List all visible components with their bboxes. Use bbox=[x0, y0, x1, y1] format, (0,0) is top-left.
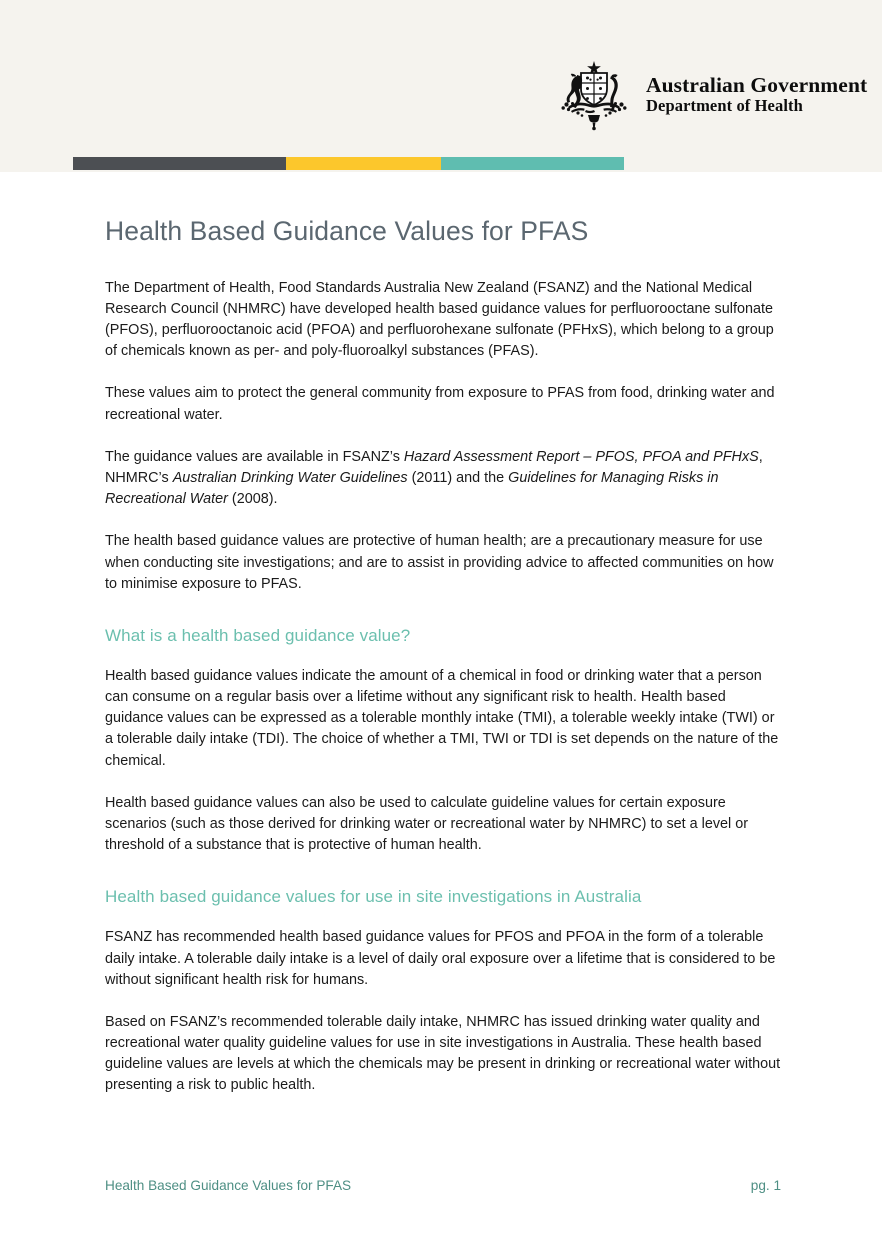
page-footer bbox=[105, 1178, 781, 1193]
document-page bbox=[0, 172, 882, 1248]
footer-document-title: Health Based Guidance Values for PFAS bbox=[105, 1178, 352, 1193]
guidance-text-part-1: The guidance values are available in FSANZ’s bbox=[105, 448, 404, 465]
section-1-paragraph-1: Health based guidance values indicate the amount of a chemical in food or drinking water that a person can consume on a regular basis over a lifetime without any significant risk to health. Health based guidance values can be expressed as a tolerable monthly intake (TMI), a tolerable weekly intake (TWI) or a tolerable daily intake (TDI). The choice of whether a TMI, TWI or TDI is set depends on the nature of the chemical. bbox=[105, 667, 779, 769]
document-content bbox=[105, 216, 781, 1097]
section-2-paragraph-1: FSANZ has recommended health based guidance values for PFOS and PFOA in the form of a tolerable daily intake. A tolerable daily intake is a level of daily oral exposure over a lifetime that is considered to be without significant health risk for humans. bbox=[105, 929, 776, 988]
section-heading-what-is-a-guidance-value: What is a health based guidance value? bbox=[105, 625, 411, 645]
guidance-text-part-2: , NHMRC’s bbox=[105, 448, 763, 486]
intro-paragraph-2: These values aim to protect the general community from exposure to PFAS from food, drinking water and recreational water. bbox=[105, 385, 775, 423]
australian-coat-of-arms-icon bbox=[548, 58, 640, 132]
accent-color-bar bbox=[73, 157, 810, 170]
section-1-paragraph-2: Health based guidance values can also be used to calculate guideline values for certain exposure scenarios (such as those derived for drinking water or recreational water by NHMRC) to set a level or threshold of a substance that is protective of human health. bbox=[105, 794, 749, 854]
guidance-text-part-4: (2008). bbox=[227, 491, 278, 508]
report-title-recreational-water-guidelines: Guidelines for Managing Risks in Recreational Water bbox=[105, 470, 719, 508]
accent-segment-amber bbox=[286, 157, 441, 170]
guidance-sources-paragraph bbox=[105, 447, 781, 511]
branding-text bbox=[646, 74, 882, 117]
guidance-text-part-3: (2011) and the bbox=[407, 470, 509, 486]
section-heading-site-investigations: Health based guidance values for use in site investigations in Australia bbox=[105, 887, 642, 907]
page-title: Health Based Guidance Values for PFAS bbox=[105, 216, 589, 246]
section-2-paragraph-2: Based on FSANZ’s recommended tolerable daily intake, NHMRC has issued drinking water quality and recreational water quality guideline values for use in site investigations in Australia. These health based guideline values are levels at which the chemicals may be present in drinking or recreational water without presenting a risk to public health. bbox=[105, 1013, 781, 1094]
page-header-band bbox=[0, 0, 882, 172]
protective-measure-paragraph: The health based guidance values are protective of human health; are a precautionary measure for use when conducting site investigations; and are to assist in providing advice to affected communities on how to minimise exposure to PFAS. bbox=[105, 533, 774, 592]
accent-segment-teal bbox=[441, 157, 624, 170]
accent-segment-grey bbox=[624, 157, 810, 170]
footer-page-number: pg. 1 bbox=[750, 1178, 781, 1193]
australian-government-label: Australian Government bbox=[646, 72, 868, 97]
accent-segment-dark bbox=[73, 157, 286, 170]
department-of-health-label: Department of Health bbox=[646, 96, 803, 116]
report-title-hazard-assessment: Hazard Assessment Report – PFOS, PFOA and PFHxS bbox=[403, 448, 759, 465]
report-title-drinking-water-guidelines: Australian Drinking Water Guidelines bbox=[172, 470, 408, 486]
intro-paragraph-1: The Department of Health, Food Standards Australia New Zealand (FSANZ) and the National Medical Research Council (NHMRC) have developed health based guidance values for perfluorooctane sulfonate (PFOS), perfluorooctanoic acid (PFOA) and perfluorohexane sulfonate (PFHxS), which belong to a group of chemicals known as per- and poly-fluoroalkyl substances (PFAS). bbox=[105, 279, 774, 360]
government-branding bbox=[548, 58, 882, 132]
